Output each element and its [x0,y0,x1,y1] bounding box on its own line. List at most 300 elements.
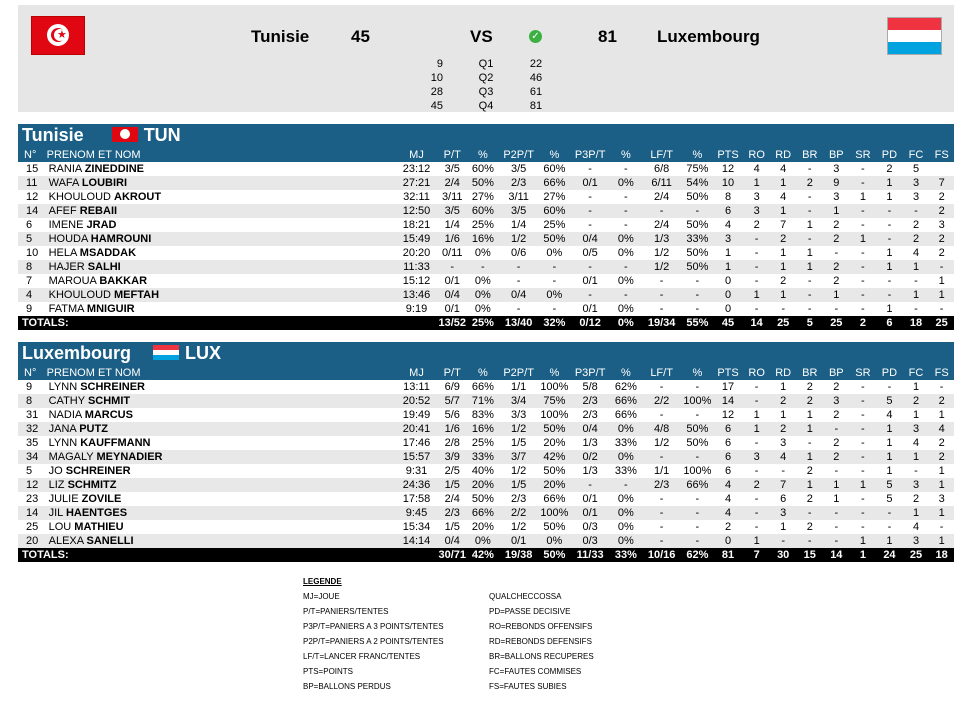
stat-cell: - [754,465,759,477]
player-number: 23 [26,493,39,505]
stat-cell: 50% [686,191,709,203]
totals-cell: 6 [876,316,903,330]
stat-cell: 1 [886,465,893,477]
totals-cell: 14 [823,548,850,562]
player-surname: LOUBIRI [81,177,128,189]
totals-cell: 25 [823,316,850,330]
stat-cell: 4 [912,437,920,449]
stat-cell: 1 [929,288,954,302]
column-header: N° [18,148,47,162]
player-surname: PUTZ [79,423,108,435]
stat-cell: 1 [912,381,920,393]
stat-cell: 1 [806,409,813,421]
stat-cell: 3/5 [498,204,539,218]
stat-cell: 2 [796,176,823,190]
player-row [18,218,954,232]
player-row [18,260,954,274]
stat-cell: 0/1 [444,303,460,315]
stat-cell: - [754,493,759,505]
column-header-row [18,366,954,380]
stat-cell: 25% [471,437,494,449]
legend-column-1 [303,589,488,694]
stat-cell: 2/4 [653,219,670,231]
stat-cell: - [850,204,877,218]
stat-cell: - [754,437,759,449]
column-header: FC [903,148,930,162]
totals-cell: 7 [743,548,770,562]
column-header: PD [876,366,903,380]
column-header: % [682,366,713,380]
stat-cell: 100% [683,465,712,477]
stat-cell: 3 [780,437,787,449]
player-number: 4 [18,288,47,302]
stat-cell: 6/9 [444,381,460,393]
player-surname: REBAII [79,205,118,217]
stat-cell: 60% [543,163,566,175]
team-code: TUN [143,125,181,146]
stat-cell: 2/4 [653,191,670,203]
stat-cell: 2/2 [641,394,682,408]
stat-cell: 2 [833,381,840,393]
stat-cell: 12 [721,163,735,175]
stat-cell: 4 [770,450,797,464]
stat-cell: 2 [903,394,930,408]
column-header: RO [743,366,770,380]
stat-cell: 1 [796,478,823,492]
stat-cell: - [823,422,850,436]
stat-cell: - [914,303,918,315]
player-name: JIL HAENTGES [47,506,396,520]
quarter-away-score: 46 [529,72,543,84]
stat-cell: 6 [724,465,732,477]
player-row [18,478,954,492]
quarter-home-score: 28 [430,86,443,98]
column-header: BR [796,366,823,380]
column-header: P/T [437,148,468,162]
stat-cell: 66% [614,409,637,421]
stat-cell: 2/4 [444,493,460,505]
stat-cell: 1 [770,288,797,302]
totals-cell: 19/34 [641,316,682,330]
column-header: PD [876,148,903,162]
stat-cell: 1 [886,437,893,449]
stat-cell: 71% [468,394,499,408]
stat-cell: 2 [929,204,954,218]
totals-cell: 81 [713,548,744,562]
stat-cell: - [437,260,468,274]
stat-cell: 1 [724,247,732,259]
totals-cell: 25 [929,316,954,330]
stat-cell: - [695,303,700,315]
stat-cell: 60% [468,204,499,218]
column-header: RO [743,148,770,162]
stat-cell: 0% [611,450,642,464]
totals-cell: 30 [770,548,797,562]
stat-cell: 17 [721,381,735,393]
stat-cell: 0% [617,493,634,505]
stat-cell: - [659,493,664,505]
column-header: SR [850,148,877,162]
stat-cell: - [807,275,812,287]
quarter-away-score: 61 [529,86,543,98]
stat-cell: 5/7 [437,394,468,408]
stat-cell: 4 [780,191,787,203]
stat-cell: 0/4 [570,422,611,436]
stat-cell: 3/5 [444,163,460,175]
quarter-label: Q2 [478,72,494,84]
quarter-away-score: 22 [529,58,543,70]
stat-cell: 1 [753,409,760,421]
stat-cell: 1 [796,422,823,436]
stat-cell: 2 [806,381,813,393]
stat-cell: 2 [770,394,797,408]
stat-cell: 4 [724,493,732,505]
quarter-row [18,71,954,85]
stat-cell: - [754,381,759,393]
totals-cell: 45 [713,316,744,330]
stat-cell: 0/4 [570,232,611,246]
column-header: BR [796,148,823,162]
column-header: % [611,148,642,162]
player-row [18,274,954,288]
totals-cell: 10/16 [641,548,682,562]
stat-cell: 1/5 [444,521,460,533]
stat-cell: - [552,303,557,315]
stat-cell: - [861,409,865,421]
stat-cell: 0/5 [582,247,598,259]
stat-cell: 0% [546,247,563,259]
team-header-row [18,342,954,366]
player-surname: MNIGUIR [86,303,135,315]
stat-cell: 0/11 [441,247,463,259]
stat-cell: 66% [543,493,566,505]
stat-cell: - [695,521,700,533]
stat-cell: 1 [929,534,954,548]
stat-cell: 1 [886,191,893,203]
stat-cell: 4 [929,422,954,436]
player-name: CATHY SCHMIT [47,394,396,408]
stat-cell: 1/6 [437,422,468,436]
away-score: 81 [598,27,617,46]
legend-item: MJ=JOUE [303,592,340,601]
stat-cell: - [887,521,892,533]
totals-row [18,548,954,562]
stat-cell: 3 [903,176,930,190]
stat-cell: 1 [903,506,930,520]
totals-cell: 2 [850,316,877,330]
player-name: AFEF REBAII [47,204,396,218]
stat-cell: 0/4 [437,534,468,548]
stat-cell: - [796,204,823,218]
stat-cell: 83% [471,409,494,421]
stat-cell: - [588,191,592,203]
stat-cell: - [754,247,759,259]
tunisia-flag-icon: ★ [31,16,85,55]
stat-cell: 1 [806,247,813,259]
stat-cell: 1 [780,381,787,393]
stat-cell: 1 [806,219,813,231]
player-surname: JRAD [86,219,117,231]
stat-cell: - [861,521,865,533]
stat-cell: 0/4 [437,288,468,302]
player-row [18,422,954,436]
stat-cell: 8 [724,191,732,203]
stat-cell: 54% [682,176,713,190]
stat-cell: - [887,275,892,287]
stat-cell: 50% [686,219,709,231]
player-row [18,534,954,548]
totals-cell: 42% [468,548,499,562]
stat-cell: 2 [833,437,840,449]
stat-cell: 3 [938,219,945,231]
stat-cell: 2 [743,478,770,492]
column-header: FC [903,366,930,380]
stat-cell: 75% [686,163,709,175]
stat-cell: - [588,163,592,175]
stat-cell: 0% [617,521,634,533]
player-number: 32 [18,422,47,436]
stat-cell: 20:20 [402,247,431,259]
stat-cell: 4 [713,506,744,520]
stat-cell: - [570,204,611,218]
player-number: 15 [26,163,39,175]
player-row [18,492,954,506]
stat-cell: 1 [796,260,823,274]
player-surname: HAENTGES [65,507,128,519]
stat-cell: - [796,534,823,548]
stat-cell: 3 [903,534,930,548]
quarter-home-score: 45 [430,100,443,112]
stat-cell: - [850,260,877,274]
stat-cell: - [823,534,850,548]
stat-cell: 0% [474,275,491,287]
stat-cell: 15:34 [402,521,431,533]
stat-cell: - [861,381,865,393]
stat-cell: 1/1 [653,465,670,477]
quarter-row [18,85,954,99]
stat-cell: - [743,260,770,274]
stat-cell: 50% [539,422,570,436]
totals-cell: 33% [611,548,642,562]
stat-cell: 2/2 [498,506,539,520]
stat-cell: 66% [539,176,570,190]
stat-cell: 1/4 [510,219,527,231]
legend-item: P/T=PANIERS/TENTES [303,607,389,616]
stat-cell: - [754,303,759,315]
stat-cell: 3 [743,450,770,464]
stat-cell: - [695,275,700,287]
stat-cell: 4 [724,219,732,231]
legend-item: LF/T=LANCER FRANC/TENTES [303,652,421,661]
column-header: LF/T [641,148,682,162]
legend-item: BR=BALLONS RECUPERES [489,652,594,661]
stat-cell: 0% [611,506,642,520]
totals-cell: 1 [850,548,877,562]
stat-cell: - [611,478,642,492]
totals-cell: 11/33 [570,548,611,562]
stat-cell: 3 [833,163,840,175]
stat-cell: - [796,232,823,246]
stat-cell: 0 [724,303,732,315]
player-name: ALEXA SANELLI [47,534,396,548]
stat-cell: - [588,219,592,231]
legend [303,574,594,691]
stat-cell: - [754,521,759,533]
stat-cell: 66% [611,394,642,408]
player-row [18,190,954,204]
totals-cell: 14 [743,316,770,330]
totals-cell: 19/38 [498,548,539,562]
stat-cell: 7 [929,176,954,190]
stat-cell: - [781,465,786,477]
stat-cell: 1 [876,450,903,464]
totals-cell [396,316,437,330]
stat-cell: 0% [617,303,634,315]
player-name: HELA MSADDAK [48,247,137,259]
legend-item: FC=FAUTES COMMISES [489,667,582,676]
stat-cell: 2/8 [444,437,460,449]
stat-cell: 1/2 [510,521,527,533]
player-surname: ZOVILE [81,493,122,505]
stat-cell: 1 [833,493,840,505]
column-header: PTS [713,366,744,380]
stat-cell: - [641,450,682,464]
stat-cell: 5 [912,163,920,175]
player-surname: MARCUS [84,409,133,421]
stat-cell: - [861,437,865,449]
stat-cell: - [743,394,770,408]
stat-cell: - [659,409,664,421]
legend-item: RO=REBONDS OFFENSIFS [489,622,593,631]
stat-cell: - [682,288,713,302]
stat-cell: - [659,521,664,533]
quarter-label: Q3 [478,86,494,98]
column-header: MJ [396,148,437,162]
stat-cell: 13:46 [396,288,437,302]
stat-cell: 6 [724,437,732,449]
stat-cell: 1 [770,260,797,274]
stat-cell: - [695,381,700,393]
stat-cell: 2 [753,219,760,231]
column-header-row [18,148,954,162]
stat-cell: 1/5 [498,478,539,492]
stat-cell: 2 [823,450,850,464]
stat-cell: 1/6 [437,232,468,246]
stat-cell: 3/3 [510,409,527,421]
player-name: LYNN KAUFFMANN [48,437,151,449]
vs-label: VS [470,27,493,46]
stat-cell: 60% [471,163,494,175]
column-header: RD [770,366,797,380]
stat-cell: 20% [539,478,570,492]
stat-cell: - [850,506,877,520]
stat-cell: 0/1 [582,275,598,287]
stat-cell: 1 [743,422,770,436]
stat-cell: 0/1 [498,534,539,548]
stat-cell: 1/5 [437,478,468,492]
stat-cell: 3 [743,204,770,218]
stat-cell: 2/3 [641,478,682,492]
stat-cell: - [624,219,628,231]
totals-cell: 25% [468,316,499,330]
totals-cell: 50% [539,548,570,562]
player-row [18,464,954,478]
player-row [18,520,954,534]
totals-cell: 25 [903,548,930,562]
totals-cell: 15 [796,548,823,562]
stat-cell: 2 [938,191,945,203]
stat-cell: - [861,247,865,259]
stat-cell: 3 [770,506,797,520]
stat-cell: 2 [833,409,840,421]
player-number: 8 [18,260,47,274]
stat-cell: 50% [471,493,494,505]
stat-cell: 33% [682,232,713,246]
player-number: 7 [26,275,33,287]
column-header: P3P/T [570,366,611,380]
stat-cell: 2 [806,493,813,505]
stat-cell: - [770,534,797,548]
team-name: Tunisie [22,125,84,146]
stat-cell: 1 [850,232,877,246]
stat-cell: 3 [833,191,840,203]
player-surname: SCHMIT [87,395,131,407]
legend-item: RD=REBONDS DEFENSIFS [489,637,592,646]
player-name: HAJER SALHI [47,260,396,274]
stat-cell: 32:11 [403,191,430,203]
stat-cell: - [539,260,570,274]
stat-cell: - [903,204,930,218]
stat-cell: 14:14 [396,534,437,548]
stat-cell: - [861,219,865,231]
legend-item: PD=PASSE DECISIVE [489,607,571,616]
stat-cell: 2 [929,394,954,408]
totals-cell: 18 [929,548,954,562]
team-name: Luxembourg [22,343,132,364]
player-surname: MEYNADIER [96,451,163,463]
legend-item: PTS=POINTS [303,667,354,676]
player-number: 25 [26,521,39,533]
stat-cell: 1 [903,260,930,274]
column-header: % [682,148,713,162]
team-header-row [18,124,954,148]
player-name: JULIE ZOVILE [48,493,122,505]
stat-cell: 66% [468,506,499,520]
player-name: FATMA MNIGUIR [48,303,135,315]
column-header: % [468,366,499,380]
stat-cell: 5 [886,493,893,505]
stat-cell: 13:11 [403,381,430,393]
stat-cell: 6 [713,450,744,464]
stat-cell: - [876,288,903,302]
stat-cell: 2 [929,232,954,246]
stat-cell: 6 [713,422,744,436]
stat-cell: 6/11 [641,176,682,190]
stat-cell: 1/2 [653,247,670,259]
stat-cell: - [834,465,839,477]
luxembourg-stats-table [18,342,954,562]
stat-cell: 1 [876,176,903,190]
stat-cell: 3/9 [437,450,468,464]
stat-cell: 50% [686,437,709,449]
stat-cell: - [498,260,539,274]
totals-cell: 13/40 [498,316,539,330]
player-surname: MATHIEU [74,521,124,533]
team-header [18,124,954,148]
player-surname: AKROUT [114,191,162,203]
stat-cell: - [850,450,877,464]
player-name: LYNN SCHREINER [48,381,145,393]
